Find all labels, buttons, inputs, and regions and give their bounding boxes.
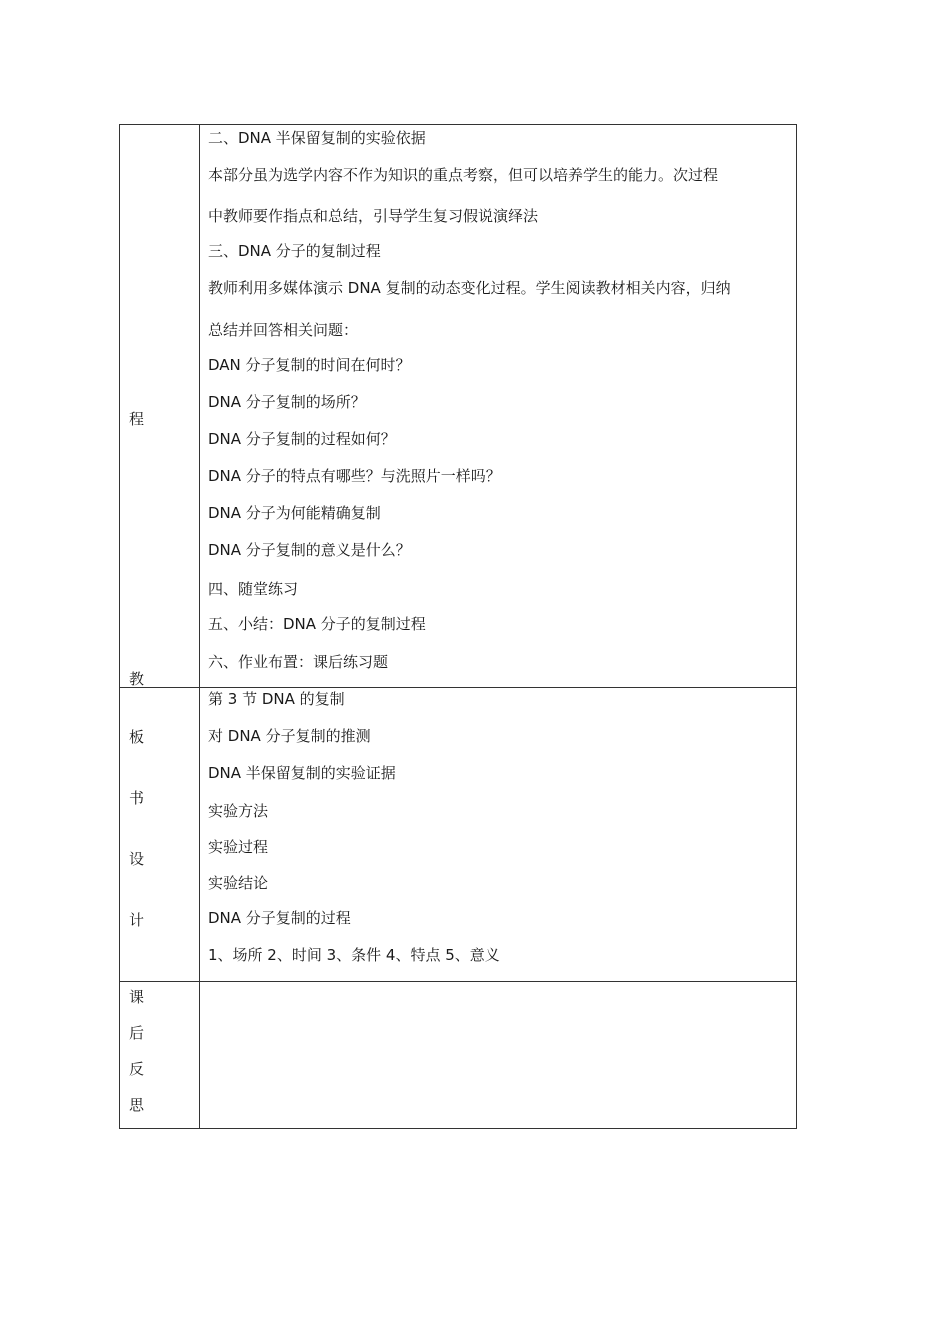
content-line: 四、随堂练习	[208, 580, 299, 598]
table-row-reflection	[119, 982, 797, 1129]
content-line: DNA 分子复制的意义是什么？	[208, 541, 411, 559]
row-content-cell	[200, 125, 796, 687]
content-line: 六、作业布置：课后练习题	[208, 653, 389, 671]
row-label-char: 计	[129, 911, 145, 929]
content-line: 实验过程	[208, 838, 269, 856]
content-line: 对 DNA 分子复制的推测	[208, 727, 371, 745]
content-line: DNA 分子复制的过程如何？	[208, 430, 396, 448]
row-label-cell	[120, 982, 200, 1128]
row-label-char: 书	[129, 789, 145, 807]
content-line: 本部分虽为选学内容不作为知识的重点考察，但可以培养学生的能力。次过程	[208, 166, 719, 184]
table-row-board-design	[119, 688, 797, 982]
row-label-char: 设	[129, 850, 145, 868]
content-line: 实验方法	[208, 802, 269, 820]
content-line: 中教师要作指点和总结，引导学生复习假说演绎法	[208, 207, 539, 225]
row-content-cell	[200, 688, 796, 981]
table-row-teaching-process	[119, 124, 797, 688]
row-label-cell	[120, 688, 200, 981]
row-label-char: 程	[129, 410, 145, 428]
row-label-cell	[120, 125, 200, 687]
row-label-char: 教	[129, 670, 145, 688]
content-line: DNA 分子的特点有哪些？与洗照片一样吗？	[208, 467, 501, 485]
content-line: 五、小结：DNA 分子的复制过程	[208, 615, 426, 633]
row-content-cell	[200, 982, 796, 1128]
content-line: 二、DNA 半保留复制的实验依据	[208, 129, 426, 147]
content-line: DNA 分子复制的场所？	[208, 393, 366, 411]
row-label-char: 后	[129, 1024, 145, 1042]
content-line: 总结并回答相关问题：	[208, 321, 359, 339]
content-line: DNA 分子为何能精确复制	[208, 504, 381, 522]
row-label-char: 课	[129, 988, 145, 1006]
row-label-char: 反	[129, 1060, 145, 1078]
content-line: DNA 半保留复制的实验证据	[208, 764, 396, 782]
lesson-plan-table	[119, 124, 797, 1129]
content-line: 1、场所 2、时间 3、条件 4、特点 5、意义	[208, 946, 500, 964]
content-line: 教师利用多媒体演示 DNA 复制的动态变化过程。学生阅读教材相关内容，归纳	[208, 279, 731, 297]
content-line: DAN 分子复制的时间在何时？	[208, 356, 411, 374]
content-line: 第 3 节 DNA 的复制	[208, 690, 345, 708]
content-line: DNA 分子复制的过程	[208, 909, 351, 927]
row-label-char: 板	[129, 728, 145, 746]
content-line: 实验结论	[208, 874, 269, 892]
content-line: 三、DNA 分子的复制过程	[208, 242, 381, 260]
row-label-char: 思	[129, 1096, 145, 1114]
